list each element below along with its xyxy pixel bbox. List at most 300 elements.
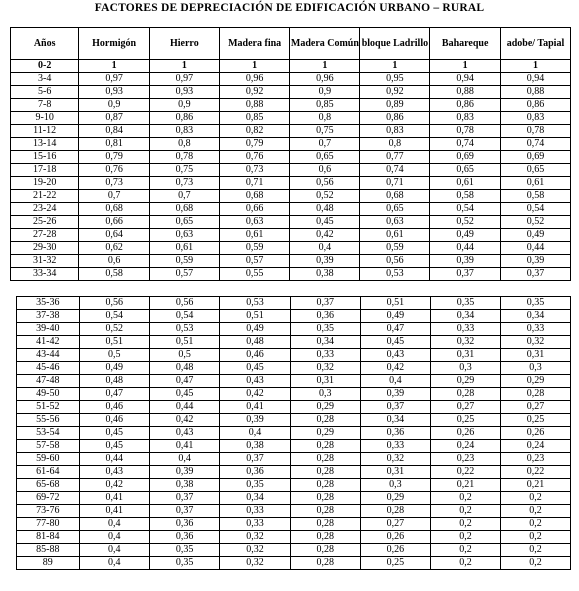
factor-cell: 1 <box>290 60 360 73</box>
factor-cell: 0,48 <box>290 203 360 216</box>
factor-cell: 0,77 <box>360 151 430 164</box>
factor-cell: 0,44 <box>149 401 219 414</box>
table-row <box>17 466 571 479</box>
factor-cell: 0,53 <box>220 297 290 310</box>
age-range-cell: 11-12 <box>11 125 79 138</box>
table-row <box>17 297 571 310</box>
factor-cell: 0,44 <box>79 453 149 466</box>
factor-cell: 0,29 <box>290 427 360 440</box>
factor-cell: 0,4 <box>220 427 290 440</box>
factor-cell: 0,87 <box>79 112 150 125</box>
factor-cell: 0,33 <box>501 323 571 336</box>
table-row <box>11 190 571 203</box>
table-row <box>17 414 571 427</box>
factor-cell: 0,26 <box>360 531 430 544</box>
factor-cell: 0,52 <box>430 216 501 229</box>
factor-cell: 0,36 <box>149 531 219 544</box>
table-body-lower <box>17 297 571 570</box>
table-row <box>11 99 571 112</box>
factor-cell: 0,35 <box>149 544 219 557</box>
table-row <box>17 440 571 453</box>
factor-cell: 0,97 <box>79 73 150 86</box>
factor-cell: 1 <box>219 60 290 73</box>
factor-cell: 0,65 <box>430 164 501 177</box>
header-bloque-ladrillo: bloque Ladrillo <box>360 28 430 60</box>
factor-cell: 0,68 <box>360 190 430 203</box>
factor-cell: 1 <box>500 60 570 73</box>
factor-cell: 0,74 <box>360 164 430 177</box>
table-row <box>11 242 571 255</box>
factor-cell: 0,71 <box>360 177 430 190</box>
factor-cell: 0,57 <box>219 255 290 268</box>
factor-cell: 0,45 <box>290 216 360 229</box>
table-row <box>17 557 571 570</box>
factor-cell: 0,28 <box>290 479 360 492</box>
factor-cell: 0,53 <box>360 268 430 281</box>
factor-cell: 0,26 <box>501 427 571 440</box>
age-range-cell: 53-54 <box>17 427 80 440</box>
document-title: FACTORES DE DEPRECIACIÓN DE EDIFICACIÓN URBANO – RURAL <box>94 2 485 14</box>
factor-cell: 0,41 <box>220 401 290 414</box>
factor-cell: 0,79 <box>219 138 290 151</box>
factor-cell: 0,94 <box>430 73 501 86</box>
age-range-cell: 65-68 <box>17 479 80 492</box>
factor-cell: 0,58 <box>430 190 501 203</box>
table-row <box>17 544 571 557</box>
factor-cell: 0,42 <box>360 362 430 375</box>
factor-cell: 0,23 <box>430 453 500 466</box>
factor-cell: 0,2 <box>430 492 500 505</box>
factor-cell: 0,62 <box>79 242 150 255</box>
table-row <box>17 362 571 375</box>
table-row <box>11 138 571 151</box>
factor-cell: 0,57 <box>149 268 219 281</box>
table-row <box>17 310 571 323</box>
factor-cell: 0,52 <box>290 190 360 203</box>
table-row <box>11 177 571 190</box>
factor-cell: 0,3 <box>501 362 571 375</box>
age-range-cell: 29-30 <box>11 242 79 255</box>
factor-cell: 0,28 <box>290 531 360 544</box>
factor-cell: 0,83 <box>500 112 570 125</box>
factor-cell: 0,26 <box>430 427 500 440</box>
table-row <box>17 492 571 505</box>
factor-cell: 0,7 <box>149 190 219 203</box>
factor-cell: 0,61 <box>500 177 570 190</box>
age-range-cell: 89 <box>17 557 80 570</box>
factor-cell: 0,75 <box>149 164 219 177</box>
factor-cell: 0,63 <box>360 216 430 229</box>
factor-cell: 0,39 <box>220 414 290 427</box>
table-row <box>17 388 571 401</box>
factor-cell: 0,28 <box>290 453 360 466</box>
factor-cell: 0,58 <box>500 190 570 203</box>
age-range-cell: 61-64 <box>17 466 80 479</box>
table-row <box>11 164 571 177</box>
factor-cell: 0,38 <box>220 440 290 453</box>
factor-cell: 0,31 <box>501 349 571 362</box>
factor-cell: 0,41 <box>149 440 219 453</box>
factor-cell: 0,49 <box>79 362 149 375</box>
age-range-cell: 77-80 <box>17 518 80 531</box>
factor-cell: 0,28 <box>290 466 360 479</box>
factor-cell: 0,43 <box>79 466 149 479</box>
table-row <box>11 73 571 86</box>
factor-cell: 0,2 <box>430 518 500 531</box>
factor-cell: 0,92 <box>360 86 430 99</box>
factor-cell: 0,51 <box>79 336 149 349</box>
factor-cell: 0,45 <box>220 362 290 375</box>
factor-cell: 0,43 <box>220 375 290 388</box>
table-row <box>11 125 571 138</box>
factor-cell: 0,69 <box>430 151 501 164</box>
factor-cell: 0,76 <box>219 151 290 164</box>
factor-cell: 0,88 <box>219 99 290 112</box>
age-range-cell: 15-16 <box>11 151 79 164</box>
factor-cell: 0,93 <box>79 86 150 99</box>
factor-cell: 0,65 <box>290 151 360 164</box>
factor-cell: 0,31 <box>290 375 360 388</box>
factor-cell: 0,31 <box>360 466 430 479</box>
factor-cell: 0,52 <box>500 216 570 229</box>
age-range-cell: 47-48 <box>17 375 80 388</box>
factor-cell: 0,7 <box>290 138 360 151</box>
factor-cell: 0,83 <box>430 112 501 125</box>
factor-cell: 0,39 <box>360 388 430 401</box>
factor-cell: 0,82 <box>219 125 290 138</box>
factor-cell: 0,29 <box>290 401 360 414</box>
factor-cell: 0,46 <box>79 414 149 427</box>
factor-cell: 0,28 <box>430 388 500 401</box>
factor-cell: 0,41 <box>79 492 149 505</box>
factor-cell: 0,3 <box>360 479 430 492</box>
factor-cell: 0,44 <box>430 242 501 255</box>
factor-cell: 0,59 <box>149 255 219 268</box>
factor-cell: 0,28 <box>290 518 360 531</box>
factor-cell: 0,28 <box>290 492 360 505</box>
factor-cell: 0,54 <box>79 310 149 323</box>
factor-cell: 0,5 <box>79 349 149 362</box>
factor-cell: 0,96 <box>290 73 360 86</box>
factor-cell: 0,52 <box>79 323 149 336</box>
factor-cell: 0,4 <box>79 518 149 531</box>
factor-cell: 0,44 <box>500 242 570 255</box>
factor-cell: 0,71 <box>219 177 290 190</box>
factor-cell: 1 <box>360 60 430 73</box>
table-row <box>17 453 571 466</box>
factor-cell: 0,24 <box>430 440 500 453</box>
factor-cell: 0,28 <box>501 388 571 401</box>
factor-cell: 0,92 <box>219 86 290 99</box>
table-row <box>11 203 571 216</box>
factor-cell: 0,4 <box>79 557 149 570</box>
table-row <box>11 229 571 242</box>
factor-cell: 0,56 <box>79 297 149 310</box>
factor-cell: 0,2 <box>501 505 571 518</box>
age-range-cell: 21-22 <box>11 190 79 203</box>
table-row <box>11 151 571 164</box>
factor-cell: 0,81 <box>79 138 150 151</box>
table-row <box>17 531 571 544</box>
age-range-cell: 39-40 <box>17 323 80 336</box>
factor-cell: 0,38 <box>290 268 360 281</box>
table-row <box>17 336 571 349</box>
factor-cell: 0,2 <box>501 531 571 544</box>
factor-cell: 0,37 <box>360 401 430 414</box>
factor-cell: 0,61 <box>360 229 430 242</box>
factor-cell: 0,64 <box>79 229 150 242</box>
factor-cell: 0,26 <box>360 544 430 557</box>
table-row <box>17 518 571 531</box>
factor-cell: 0,21 <box>501 479 571 492</box>
factor-cell: 0,48 <box>79 375 149 388</box>
factor-cell: 0,37 <box>500 268 570 281</box>
factor-cell: 0,59 <box>360 242 430 255</box>
factor-cell: 0,27 <box>430 401 500 414</box>
factor-cell: 0,5 <box>149 349 219 362</box>
factor-cell: 0,83 <box>360 125 430 138</box>
table-row <box>11 86 571 99</box>
factor-cell: 0,54 <box>430 203 501 216</box>
header-adobe-tapial: adobe/ Tapial <box>500 28 570 60</box>
factor-cell: 0,55 <box>219 268 290 281</box>
factor-cell: 0,32 <box>430 336 500 349</box>
factor-cell: 0,49 <box>500 229 570 242</box>
age-range-cell: 25-26 <box>11 216 79 229</box>
factor-cell: 0,4 <box>149 453 219 466</box>
factor-cell: 1 <box>79 60 150 73</box>
depreciation-table-upper <box>10 27 571 281</box>
factor-cell: 0,63 <box>149 229 219 242</box>
age-range-cell: 5-6 <box>11 86 79 99</box>
factor-cell: 0,28 <box>290 544 360 557</box>
age-range-cell: 57-58 <box>17 440 80 453</box>
factor-cell: 0,69 <box>500 151 570 164</box>
header-anos: Años <box>11 28 79 60</box>
factor-cell: 0,32 <box>220 531 290 544</box>
factor-cell: 0,68 <box>79 203 150 216</box>
factor-cell: 0,68 <box>149 203 219 216</box>
factor-cell: 0,56 <box>360 255 430 268</box>
factor-cell: 0,93 <box>149 86 219 99</box>
factor-cell: 0,78 <box>149 151 219 164</box>
factor-cell: 0,66 <box>79 216 150 229</box>
age-range-cell: 3-4 <box>11 73 79 86</box>
factor-cell: 0,83 <box>149 125 219 138</box>
factor-cell: 0,65 <box>500 164 570 177</box>
factor-cell: 0,86 <box>149 112 219 125</box>
factor-cell: 0,35 <box>220 479 290 492</box>
factor-cell: 0,43 <box>149 427 219 440</box>
factor-cell: 0,25 <box>430 414 500 427</box>
factor-cell: 0,43 <box>360 349 430 362</box>
factor-cell: 0,35 <box>290 323 360 336</box>
table-row <box>17 427 571 440</box>
table-row <box>11 255 571 268</box>
age-range-cell: 43-44 <box>17 349 80 362</box>
factor-cell: 0,88 <box>500 86 570 99</box>
factor-cell: 0,95 <box>360 73 430 86</box>
factor-cell: 0,31 <box>430 349 500 362</box>
age-range-cell: 35-36 <box>17 297 80 310</box>
factor-cell: 0,28 <box>290 557 360 570</box>
age-range-cell: 37-38 <box>17 310 80 323</box>
age-range-cell: 33-34 <box>11 268 79 281</box>
factor-cell: 0,2 <box>430 544 500 557</box>
factor-cell: 0,86 <box>360 112 430 125</box>
factor-cell: 0,3 <box>290 388 360 401</box>
factor-cell: 0,4 <box>290 242 360 255</box>
factor-cell: 0,33 <box>430 323 500 336</box>
factor-cell: 0,24 <box>501 440 571 453</box>
age-range-cell: 85-88 <box>17 544 80 557</box>
factor-cell: 0,85 <box>290 99 360 112</box>
factor-cell: 0,34 <box>501 310 571 323</box>
header-bahareque: Bahareque <box>430 28 501 60</box>
header-hierro: Hierro <box>149 28 219 60</box>
factor-cell: 0,48 <box>220 336 290 349</box>
factor-cell: 0,42 <box>149 414 219 427</box>
factor-cell: 0,3 <box>430 362 500 375</box>
factor-cell: 0,22 <box>430 466 500 479</box>
factor-cell: 0,97 <box>149 73 219 86</box>
table-row <box>17 479 571 492</box>
factor-cell: 0,32 <box>290 362 360 375</box>
factor-cell: 0,37 <box>220 453 290 466</box>
factor-cell: 0,7 <box>79 190 150 203</box>
factor-cell: 0,45 <box>360 336 430 349</box>
factor-cell: 0,61 <box>430 177 501 190</box>
factor-cell: 0,58 <box>79 268 150 281</box>
factor-cell: 0,73 <box>219 164 290 177</box>
factor-cell: 0,49 <box>360 310 430 323</box>
table-row <box>17 323 571 336</box>
factor-cell: 0,33 <box>220 518 290 531</box>
factor-cell: 0,59 <box>219 242 290 255</box>
factor-cell: 0,84 <box>79 125 150 138</box>
age-range-cell: 45-46 <box>17 362 80 375</box>
factor-cell: 0,96 <box>219 73 290 86</box>
factor-cell: 0,51 <box>149 336 219 349</box>
age-range-cell: 19-20 <box>11 177 79 190</box>
factor-cell: 0,38 <box>149 479 219 492</box>
factor-cell: 0,65 <box>360 203 430 216</box>
factor-cell: 0,2 <box>430 557 500 570</box>
factor-cell: 0,86 <box>500 99 570 112</box>
factor-cell: 0,35 <box>501 297 571 310</box>
age-range-cell: 13-14 <box>11 138 79 151</box>
factor-cell: 0,23 <box>501 453 571 466</box>
factor-cell: 0,56 <box>149 297 219 310</box>
age-range-cell: 17-18 <box>11 164 79 177</box>
table-row <box>17 349 571 362</box>
factor-cell: 0,45 <box>79 427 149 440</box>
age-range-cell: 7-8 <box>11 99 79 112</box>
factor-cell: 0,76 <box>79 164 150 177</box>
factor-cell: 0,37 <box>290 297 360 310</box>
factor-cell: 0,53 <box>149 323 219 336</box>
factor-cell: 0,33 <box>220 505 290 518</box>
factor-cell: 0,39 <box>500 255 570 268</box>
table-row <box>17 505 571 518</box>
factor-cell: 0,61 <box>149 242 219 255</box>
age-range-cell: 69-72 <box>17 492 80 505</box>
factor-cell: 0,35 <box>149 557 219 570</box>
factor-cell: 0,33 <box>360 440 430 453</box>
factor-cell: 0,35 <box>430 297 500 310</box>
age-range-cell: 9-10 <box>11 112 79 125</box>
age-range-cell: 31-32 <box>11 255 79 268</box>
factor-cell: 0,68 <box>219 190 290 203</box>
factor-cell: 0,45 <box>149 388 219 401</box>
factor-cell: 0,6 <box>290 164 360 177</box>
factor-cell: 0,34 <box>290 336 360 349</box>
age-range-cell: 41-42 <box>17 336 80 349</box>
factor-cell: 1 <box>149 60 219 73</box>
factor-cell: 0,36 <box>360 427 430 440</box>
table-row <box>17 375 571 388</box>
factor-cell: 0,34 <box>430 310 500 323</box>
factor-cell: 0,28 <box>290 414 360 427</box>
age-range-cell: 27-28 <box>11 229 79 242</box>
factor-cell: 0,56 <box>290 177 360 190</box>
table-row <box>11 216 571 229</box>
table-row <box>11 268 571 281</box>
factor-cell: 0,78 <box>430 125 501 138</box>
factor-cell: 0,63 <box>219 216 290 229</box>
factor-cell: 0,78 <box>500 125 570 138</box>
factor-cell: 0,66 <box>219 203 290 216</box>
factor-cell: 0,49 <box>220 323 290 336</box>
factor-cell: 0,8 <box>149 138 219 151</box>
factor-cell: 0,37 <box>430 268 501 281</box>
factor-cell: 0,42 <box>290 229 360 242</box>
factor-cell: 0,49 <box>430 229 501 242</box>
factor-cell: 0,73 <box>149 177 219 190</box>
factor-cell: 0,33 <box>290 349 360 362</box>
factor-cell: 0,39 <box>149 466 219 479</box>
factor-cell: 0,47 <box>149 375 219 388</box>
factor-cell: 0,73 <box>79 177 150 190</box>
factor-cell: 0,9 <box>79 99 150 112</box>
table-row <box>17 401 571 414</box>
factor-cell: 0,45 <box>79 440 149 453</box>
age-range-cell: 23-24 <box>11 203 79 216</box>
factor-cell: 0,47 <box>360 323 430 336</box>
factor-cell: 0,65 <box>149 216 219 229</box>
table-body-upper <box>11 60 571 281</box>
factor-cell: 0,6 <box>79 255 150 268</box>
factor-cell: 0,47 <box>79 388 149 401</box>
factor-cell: 0,29 <box>360 492 430 505</box>
factor-cell: 0,61 <box>219 229 290 242</box>
factor-cell: 0,34 <box>220 492 290 505</box>
factor-cell: 0,54 <box>500 203 570 216</box>
factor-cell: 0,89 <box>360 99 430 112</box>
factor-cell: 0,32 <box>220 557 290 570</box>
factor-cell: 0,8 <box>360 138 430 151</box>
factor-cell: 0,4 <box>79 531 149 544</box>
factor-cell: 0,42 <box>220 388 290 401</box>
depreciation-table-lower <box>16 296 571 570</box>
factor-cell: 0,94 <box>500 73 570 86</box>
factor-cell: 0,36 <box>290 310 360 323</box>
age-range-cell: 73-76 <box>17 505 80 518</box>
factor-cell: 0,41 <box>79 505 149 518</box>
factor-cell: 0,39 <box>290 255 360 268</box>
table-row <box>11 60 571 73</box>
factor-cell: 0,36 <box>220 466 290 479</box>
